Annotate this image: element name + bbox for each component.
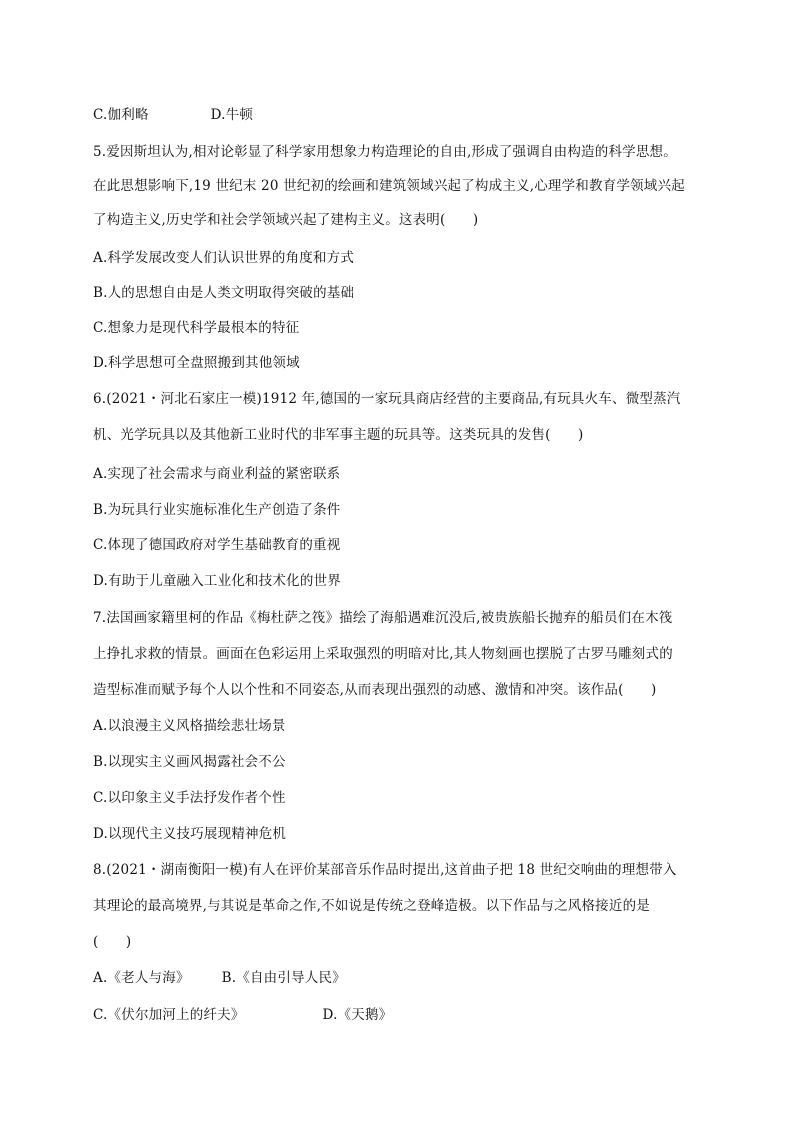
q5-stem-line-1: 5.爱因斯坦认为,相对论彰显了科学家用想象力构造理论的自由,形成了强调自由构造的科学思想。	[93, 144, 677, 160]
q8-options-row-1	[93, 969, 346, 987]
q7-option-d: D.以现代主义技巧展现精神危机	[93, 826, 287, 842]
q8-stem-line-2: 其理论的最高境界,与其说是革命之作,不如说是传统之登峰造极。以下作品与之风格接近的是	[93, 898, 650, 914]
q6-option-c: C.体现了德国政府对学生基础教育的重视	[93, 537, 341, 553]
q6-option-d: D.有助于儿童融入工业化和技术化的世界	[93, 573, 341, 589]
q7-stem-line-2: 上挣扎求救的情景。画面在色彩运用上采取强烈的明暗对比,其人物刻画也摆脱了古罗马雕刻式的	[93, 646, 673, 662]
q5-stem-line-3: 了构造主义,历史学和社会学领域兴起了建构主义。这表明( )	[93, 212, 479, 228]
q5-option-a: A.科学发展改变人们认识世界的角度和方式	[93, 250, 355, 266]
q5-option-d: D.科学思想可全盘照搬到其他领域	[93, 355, 300, 371]
q7-option-a: A.以浪漫主义风格描绘悲壮场景	[93, 718, 286, 734]
q8-option-d: D.《天鹅》	[322, 1007, 393, 1023]
q5-option-b: B.人的思想自由是人类文明取得突破的基础	[93, 285, 355, 301]
q8-option-b: B.《自由引导人民》	[221, 970, 346, 986]
q5-stem-line-2: 在此思想影响下,19 世纪末 20 世纪初的绘画和建筑领域兴起了构成主义,心理学和教育学领域兴起	[93, 178, 685, 194]
q8-option-c: C.《伏尔加河上的纤夫》	[93, 1007, 245, 1023]
q4-option-d: D.牛顿	[210, 107, 254, 123]
q4-options-row	[93, 106, 253, 124]
q8-options-row-2	[93, 1006, 392, 1024]
q7-option-b: B.以现实主义画风揭露社会不公	[93, 754, 286, 770]
q8-option-a: A.《老人与海》	[93, 970, 190, 986]
q4-option-c: C.伽利略	[93, 107, 149, 123]
q7-option-c: C.以印象主义手法抒发作者个性	[93, 790, 286, 806]
q6-stem-line-2: 机、光学玩具以及其他新工业时代的非军事主题的玩具等。这类玩具的发售( )	[93, 427, 584, 443]
q7-stem-line-3: 造型标准而赋予每个人以个性和不同姿态,从而表现出强烈的动感、激情和冲突。该作品( )	[93, 682, 657, 698]
q8-stem-line-1: 8.(2021・湖南衡阳一模)有人在评价某部音乐作品时提出,这首曲子把 18 世纪交响曲的理想带入	[93, 862, 677, 878]
q6-stem-line-1: 6.(2021・河北石家庄一模)1912 年,德国的一家玩具商店经营的主要商品,有玩具火车、微型蒸汽	[93, 391, 681, 407]
q6-option-a: A.实现了社会需求与商业利益的紧密联系	[93, 466, 341, 482]
q6-option-b: B.为玩具行业实施标准化生产创造了条件	[93, 502, 341, 518]
q5-option-c: C.想象力是现代科学最根本的特征	[93, 320, 300, 336]
q7-stem-line-1: 7.法国画家籍里柯的作品《梅杜萨之筏》描绘了海船遇难沉没后,被贵族船长抛弃的船员们在木筏	[93, 610, 673, 626]
q8-stem-line-3: ( )	[93, 934, 132, 950]
